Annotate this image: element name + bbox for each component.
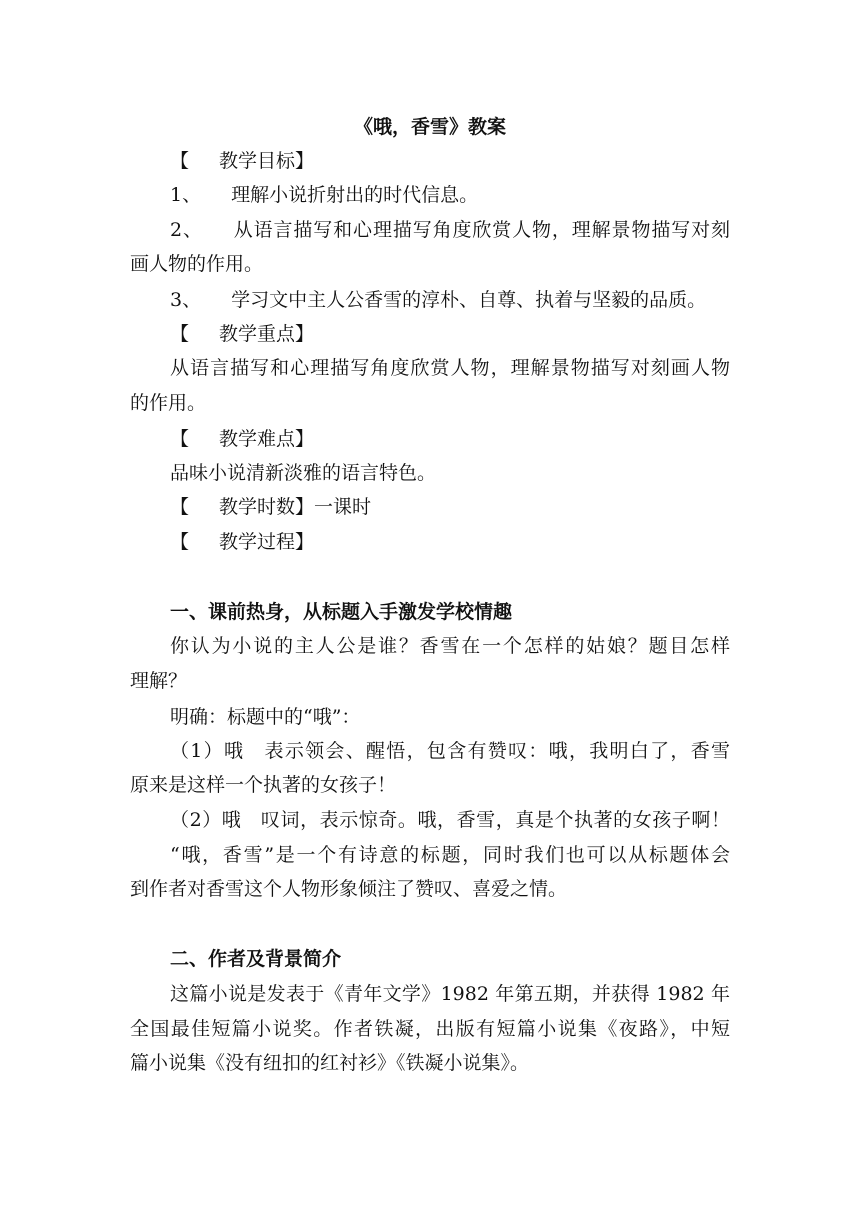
goals-heading — [130, 144, 730, 178]
part1-question-line2: 理解？ — [130, 670, 188, 692]
part2-line2: 全国最佳短篇小说奖。作者铁凝，出版有短篇小说集《夜路》，中短 — [130, 1018, 730, 1040]
process-label: 教学过程】 — [219, 531, 315, 553]
part1-question-line1: 你认为小说的主人公是谁？香雪在一个怎样的姑娘？题目怎样 — [170, 635, 730, 657]
bracket: 【 — [170, 428, 190, 450]
bracket: 【 — [170, 150, 190, 172]
bracket: 【 — [170, 323, 190, 345]
part1-item1-line1: （1）哦 表示领会、醒悟，包含有赞叹：哦，我明白了，香雪 — [170, 740, 730, 762]
bracket: 【 — [170, 496, 190, 518]
goal-item-2-cont: 画人物的作用。 — [130, 253, 264, 275]
difficulty-text: 品味小说清新淡雅的语言特色。 — [170, 462, 437, 484]
focus-text-line2: 的作用。 — [130, 392, 207, 414]
part2-heading: 二、作者及背景简介 — [170, 948, 342, 970]
focus-label: 教学重点】 — [219, 323, 315, 345]
goals-label: 教学目标】 — [219, 150, 315, 172]
focus-text-line1: 从语言描写和心理描写角度欣赏人物，理解景物描写对刻画人物 — [170, 357, 730, 379]
goal-item-3 — [130, 283, 730, 317]
part1-clarify: 明确：标题中的“哦”： — [170, 706, 361, 728]
part1-item2: （2）哦 叹词，表示惊奇。哦，香雪，真是个执著的女孩子啊！ — [170, 809, 730, 831]
document-title: 《哦，香雪》教案 — [353, 116, 506, 138]
part1-summary-line1: “哦，香雪”是一个有诗意的标题，同时我们也可以从标题体会 — [170, 844, 730, 866]
goal-text: 理解小说折射出的时代信息。 — [231, 184, 479, 206]
goal-number: 1、 — [170, 184, 202, 206]
goal-text: 学习文中主人公香雪的淳朴、自尊、执着与坚毅的品质。 — [231, 289, 707, 311]
goal-text: 从语言描写和心理描写角度欣赏人物，理解景物描写对刻 — [232, 219, 730, 241]
goal-number: 3、 — [170, 289, 202, 311]
part2-line3: 篇小说集《没有纽扣的红衬衫》《铁凝小说集》。 — [130, 1052, 530, 1074]
hours-label: 教学时数】一课时 — [219, 496, 372, 518]
difficulty-heading — [130, 422, 730, 456]
goal-item-1 — [130, 178, 730, 212]
hours-heading — [130, 490, 730, 524]
part1-item1-line2: 原来是这样一个执著的女孩子！ — [130, 774, 397, 796]
part2-line1: 这篇小说是发表于《青年文学》1982 年第五期，并获得 1982 年 — [170, 983, 730, 1005]
difficulty-label: 教学难点】 — [219, 428, 315, 450]
focus-heading — [130, 317, 730, 351]
part1-summary-line2: 到作者对香雪这个人物形象倾注了赞叹、喜爱之情。 — [130, 878, 568, 900]
bracket: 【 — [170, 531, 190, 553]
goal-item-2 — [130, 213, 730, 247]
process-heading — [130, 525, 730, 559]
part1-heading: 一、课前热身，从标题入手激发学校情趣 — [170, 601, 513, 623]
goal-number: 2、 — [170, 219, 203, 241]
